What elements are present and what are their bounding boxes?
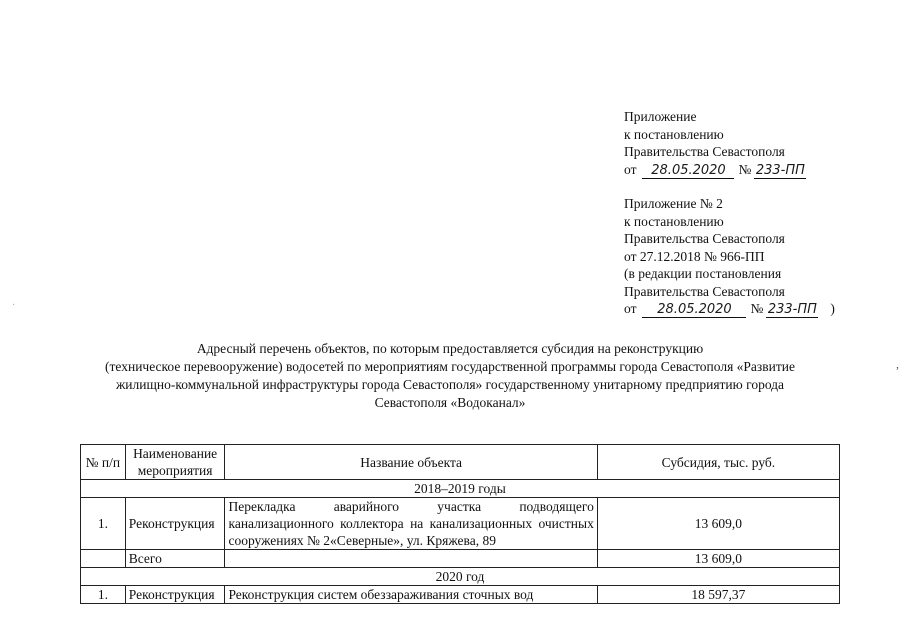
annex-title: Приложение № 2 — [624, 196, 723, 211]
section-label-2018: 2018–2019 годы — [81, 480, 840, 498]
total-subsidy: 13 609,0 — [597, 550, 839, 568]
handwritten-date: 28.05.2020 — [642, 164, 734, 179]
total-label: Всего — [125, 550, 225, 568]
table-row — [81, 586, 840, 604]
row-num: 1. — [81, 586, 126, 604]
row-subsidy: 13 609,0 — [597, 498, 839, 550]
row-object: Перекладка аварийного участка подводящего канализационного коллектора на канализационных очистных сооружениях № 2«Северные», ул. Кряжева, 89 — [225, 498, 597, 550]
title-line: Адресный перечень объектов, по которым предоставляется субсидия на реконструкцию — [196, 341, 704, 356]
annex-original-date: от 27.12.2018 № 966-ПП — [624, 248, 765, 264]
close-paren: ) — [830, 301, 835, 316]
total-object-empty — [225, 550, 597, 568]
number-label: № — [750, 301, 764, 316]
row-num: 1. — [81, 498, 126, 550]
section-row — [81, 480, 840, 498]
section-label-2020: 2020 год — [81, 568, 840, 586]
annex-date-line — [624, 300, 835, 318]
title-line: Севастополя «Водоканал» — [374, 395, 526, 410]
annex-ref-line: к постановлению — [624, 126, 724, 142]
header-subsidy: Субсидия, тыс. руб. — [597, 445, 839, 480]
annex-edition-note: (в редакции постановления — [624, 266, 782, 281]
annex-date-line — [624, 161, 806, 179]
row-object: Реконструкция систем обеззараживания сточных вод — [225, 586, 597, 604]
handwritten-number: 233-ПП — [755, 162, 805, 178]
table-header-row — [81, 445, 840, 480]
document-title — [40, 340, 860, 412]
scan-speck: · — [12, 300, 16, 311]
header-kind: Наименование мероприятия — [125, 445, 225, 480]
header-num: № п/п — [81, 445, 126, 480]
annex-authority: Правительства Севастополя — [624, 144, 785, 159]
row-kind: Реконструкция — [125, 498, 225, 550]
annex-ref-line: к постановлению — [624, 213, 724, 229]
scan-speck: , — [896, 357, 899, 371]
handwritten-date: 28.05.2020 — [642, 303, 746, 318]
title-line: жилищно-коммунальной инфраструктуры города Севастополя» государственному унитарному предприятию города — [115, 377, 785, 392]
header-object: Название объекта — [225, 445, 597, 480]
annex-previous-block — [624, 195, 835, 318]
annex-authority: Правительства Севастополя — [624, 231, 785, 246]
objects-table — [80, 444, 840, 604]
total-row — [81, 550, 840, 568]
from-label: от — [624, 301, 637, 316]
total-num-empty — [81, 550, 126, 568]
annex-title: Приложение — [624, 109, 697, 124]
row-subsidy: 18 597,37 — [597, 586, 839, 604]
annex-edition-authority: Правительства Севастополя — [624, 283, 785, 299]
section-row — [81, 568, 840, 586]
from-label: от — [624, 161, 637, 177]
table-row — [81, 498, 840, 550]
row-kind: Реконструкция — [125, 586, 225, 604]
title-line: (техническое перевооружение) водосетей по мероприятиям государственной программы города Севастополя «Развитие — [105, 359, 795, 374]
number-label: № — [738, 161, 752, 177]
annex-current-block — [624, 108, 806, 179]
handwritten-number: 233-ПП — [767, 302, 817, 317]
